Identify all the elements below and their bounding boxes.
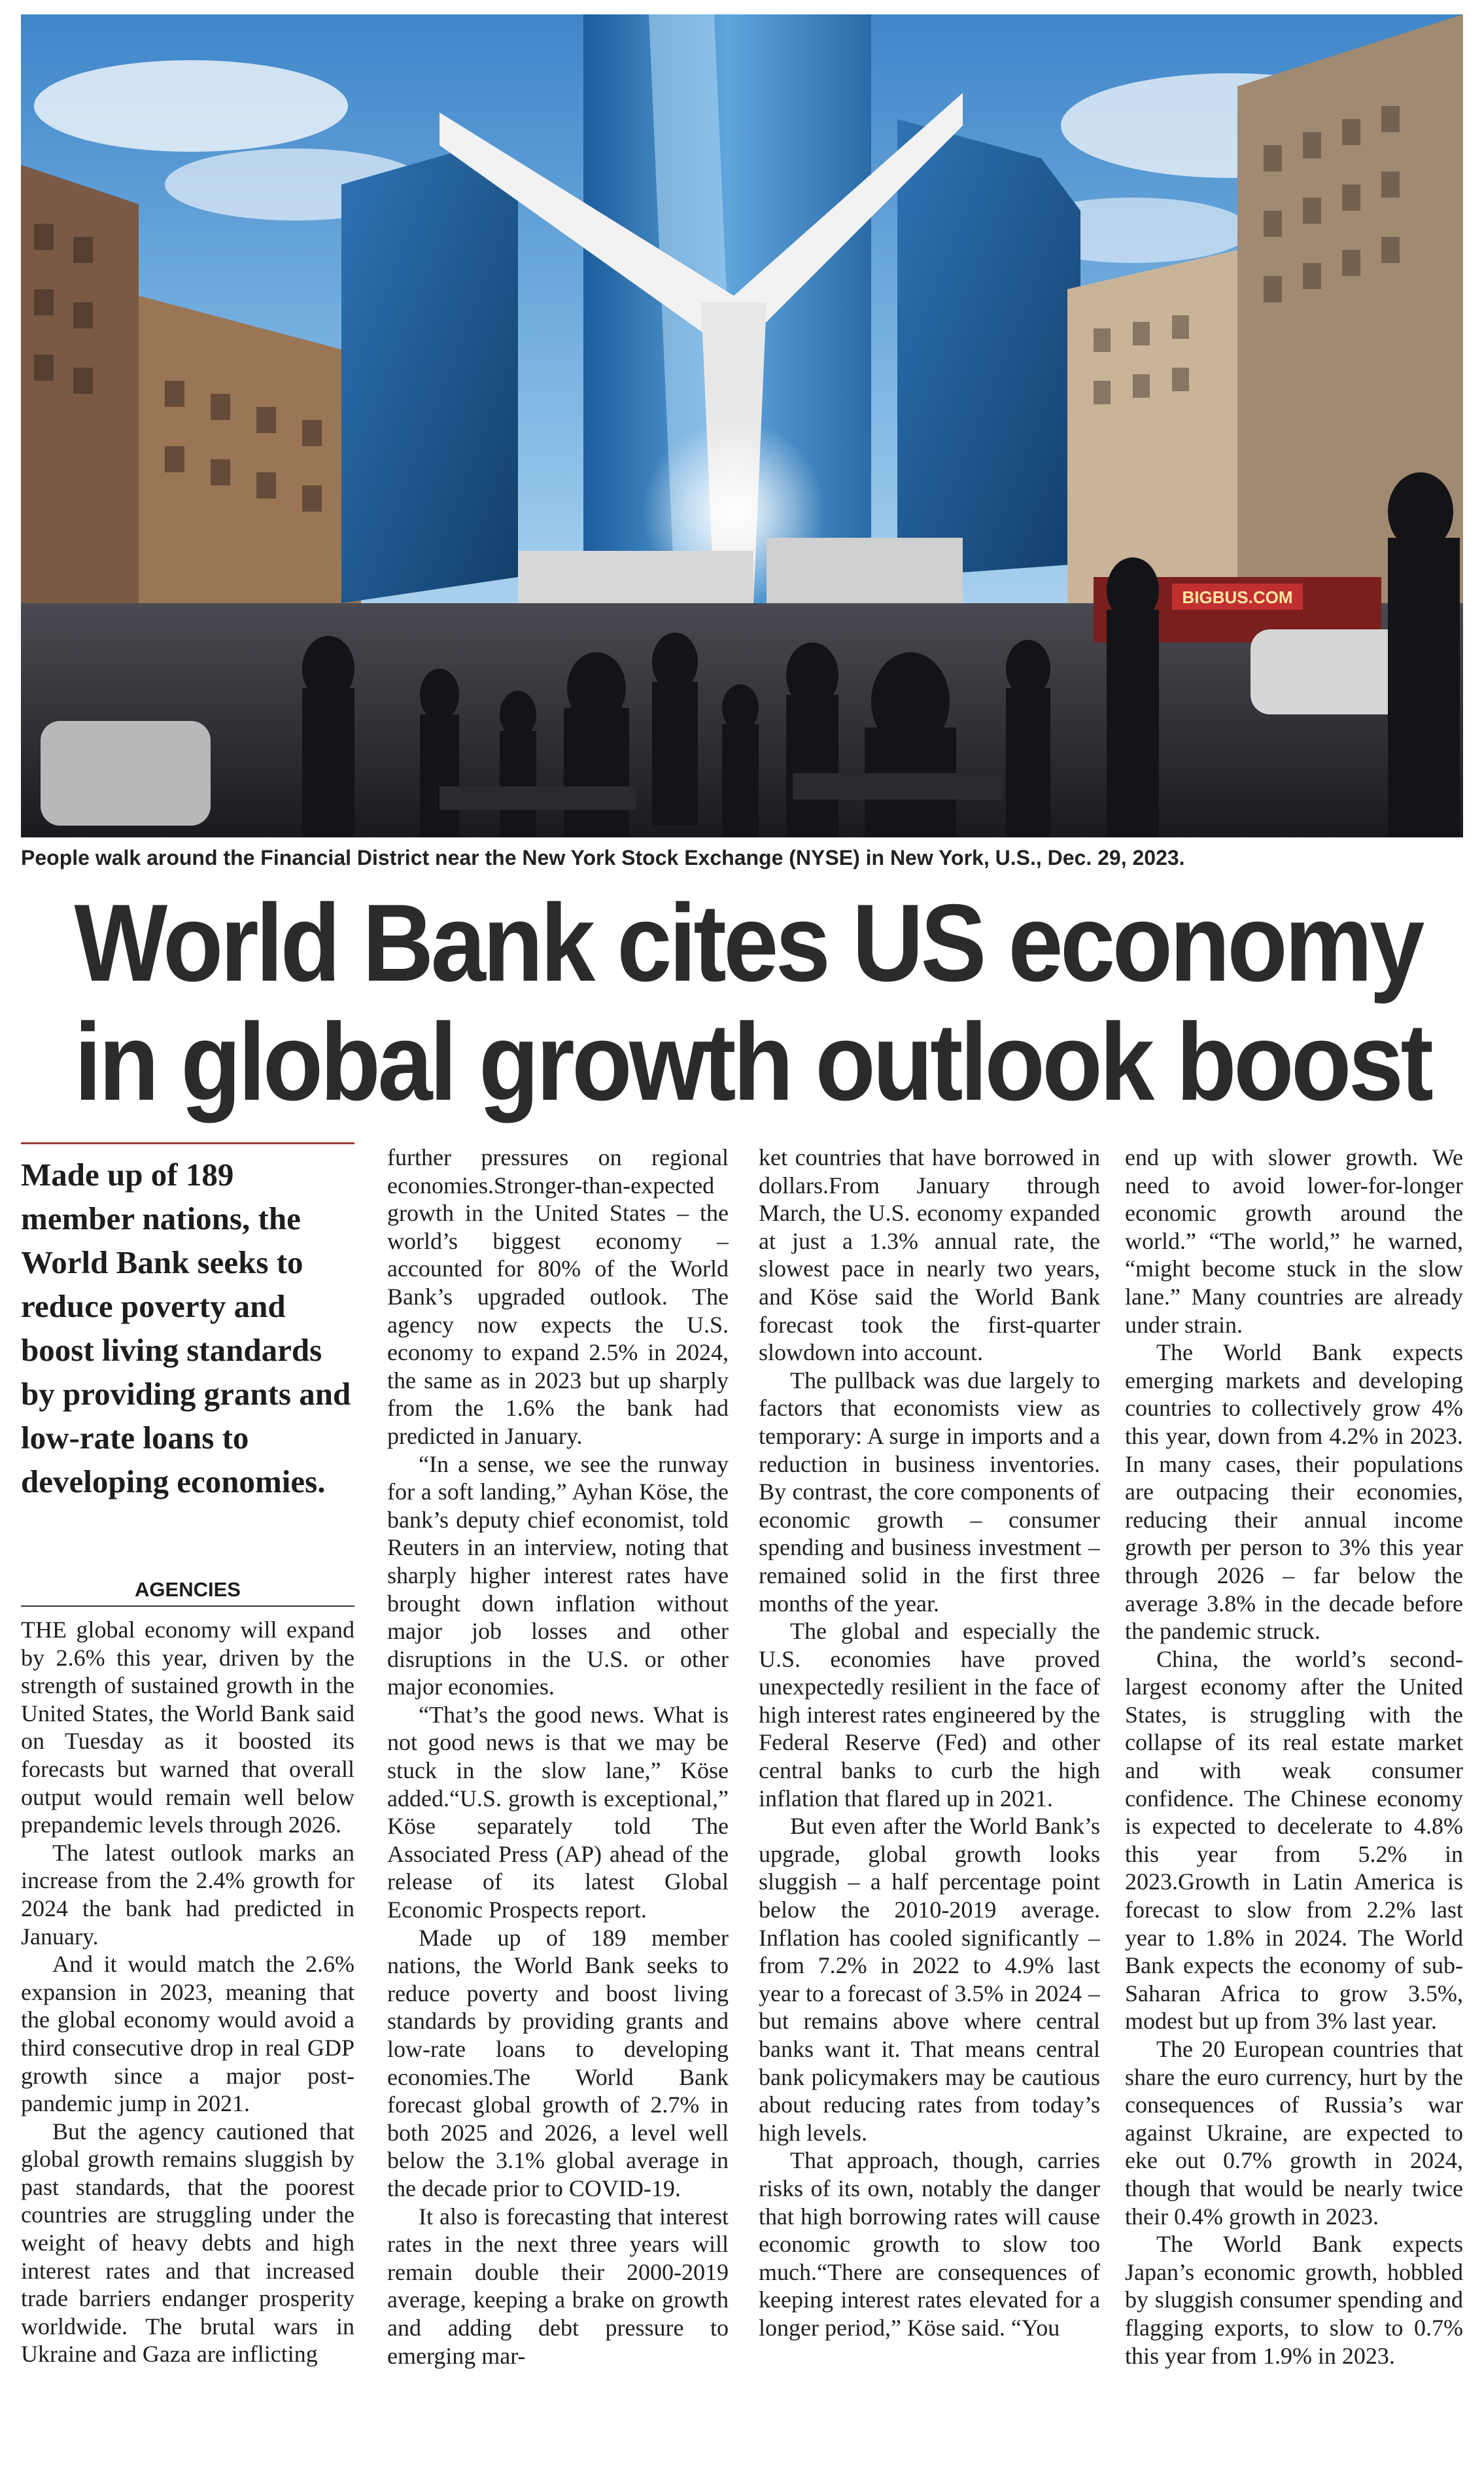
paragraph: The pullback was due largely to factors that economists view as temporary: A surge in imports and a reduction in business inventories. By contrast, the core components of economic growth – consumer spending and business investment – remained solid in the first three months of the year. [759, 1367, 1100, 1617]
paragraph: ket countries that have borrowed in dollars.From January through March, the U.S. economy expanded at just a 1.3% annual rate, the slowest pace in nearly two years, and Köse said the World Bank forecast took the first-quarter slowdown into account. [759, 1144, 1100, 1366]
financial-district-photo [21, 14, 1463, 837]
headline-line-2: in global growth outlook boost [74, 1000, 1431, 1123]
paragraph: But even after the World Bank’s upgrade, global growth looks sluggish – a half percentage point below the 2010-2019 average. Inflation has cooled significantly – from 7.2% in 2022 to 4.9% last year to a forecast of 3.5% in 2024 – but remains above where central banks want it. That means central bank policymakers may be cautious about reducing rates from today’s high levels. [759, 1813, 1100, 2146]
paragraph: The World Bank expects emerging markets and developing countries to collectively grow 4% this year, down from 4.2% in 2023. In many cases, their populations are outpacing their economies, reducing their annual income growth per person to 3% this year through 2026 – far below the average 3.8% in the decade before the pandemic struck. [1125, 1339, 1463, 1645]
paragraph: “That’s the good news. What is not good news is that we may be stuck in the slow lane,” Köse added.“U.S. growth is exceptional,” Köse separately told The Associated Press (AP) ahead of the release of its latest Global Economic Prospects report. [387, 1701, 729, 1923]
standfirst-rule [21, 1142, 354, 1144]
paragraph: end up with slower growth. We need to avoid lower-for-longer economic growth around the world.” “The world,” he warned, “might become stuck in the slow lane.” Many countries are already under strain. [1125, 1144, 1463, 1338]
headline [0, 883, 1484, 1121]
article-column-4 [1125, 1144, 1463, 2459]
paragraph: The 20 European countries that share the euro currency, hurt by the consequences of Russia’s war against Ukraine, are expected to eke out 0.7% growth in 2024, though that would be nearly twice their 0.4% growth in 2023. [1125, 2036, 1463, 2230]
photo-caption: People walk around the Financial District near the New York Stock Exchange (NYSE) in New York, U.S., Dec. 29, 2023. [21, 846, 1185, 869]
paragraph: The World Bank expects Japan’s economic growth, hobbled by sluggish consumer spending and flagging exports, to slow to 0.7% this year from 1.9% in 2023. [1125, 2231, 1463, 2369]
article-column-1 [21, 1616, 354, 2460]
byline-rule [21, 1605, 354, 1607]
paragraph: It also is forecasting that interest rates in the next three years will remain double their 2000-2019 average, keeping a brake on growth and adding debt pressure to emerging mar- [387, 2203, 729, 2369]
paragraph: further pressures on regional economies.Stronger-than-expected growth in the United States – the world’s biggest economy – accounted for 80% of the World Bank’s upgraded outlook. The agency now expects the U.S. economy to expand 2.5% in 2024, the same as in 2023 but up sharply from the 1.6% the bank had predicted in January. [387, 1144, 729, 1449]
paragraph: But the agency cautioned that global growth remains sluggish by past standards, that the poorest countries are struggling under the weight of heavy debts and high interest rates and that increased trade barriers endanger prosperity worldwide. The brutal wars in Ukraine and Gaza are inflicting [21, 2118, 354, 2368]
paragraph: China, the world’s second-largest economy after the United States, is struggling with the collapse of its real estate market and with weak consumer confidence. The Chinese economy is expected to decelerate to 4.8% this year from 5.2% in 2023.Growth in Latin America is forecast to slow from 2.2% last year to 1.8% in 2024. The World Bank expects the economy of sub-Saharan Africa to grow 3.5%, modest but up from 3% last year. [1125, 1645, 1463, 2035]
standfirst: Made up of 189 member nations, the World Bank seeks to reduce poverty and boost living standards by providing grants and low-rate loans to developing economies. [21, 1157, 351, 1499]
paragraph: That approach, though, carries risks of its own, notably the danger that high borrowing rates will cause economic growth to slow too much.“There are consequences of keeping interest rates elevated for a longer period,” Köse said. “You [759, 2147, 1100, 2341]
paragraph: THE global economy will expand by 2.6% this year, driven by the strength of sustained growth in the United States, the World Bank said on Tuesday as it boosted its forecasts but warned that overall output would remain well below prepandemic levels through 2026. [21, 1617, 354, 1838]
article-column-2 [387, 1144, 729, 2459]
bigbus-sign: BIGBUS.COM [1182, 587, 1293, 607]
byline: AGENCIES [135, 1578, 241, 1601]
paragraph: The global and especially the U.S. economies have proved unexpectedly resilient in the face of high interest rates engineered by the Federal Reserve (Fed) and other central banks to curb the high inflation that flared up in 2021. [759, 1618, 1100, 1812]
headline-line-1: World Bank cites US economy [74, 881, 1422, 1004]
paragraph: Made up of 189 member nations, the World Bank seeks to reduce poverty and boost living standards by providing grants and low-rate loans to developing economies.The World Bank forecast global growth of 2.7% in both 2025 and 2026, a level well below the 3.1% global average in the decade prior to COVID-19. [387, 1924, 729, 2201]
paragraph: The latest outlook marks an increase from the 2.4% growth for 2024 the bank had predicted in January. [21, 1839, 354, 1950]
paragraph: “In a sense, we see the runway for a soft landing,” Ayhan Köse, the bank’s deputy chief economist, told Reuters in an interview, noting that sharply higher interest rates have brought down inflation without major job losses and other disruptions in the U.S. or other major economies. [387, 1450, 729, 1700]
news-photo [21, 14, 1463, 837]
paragraph: And it would match the 2.6% expansion in 2023, meaning that the global economy would avoid a third consecutive drop in real GDP growth since a major post-pandemic jump in 2021. [21, 1951, 354, 2117]
article-column-3 [759, 1144, 1100, 2459]
